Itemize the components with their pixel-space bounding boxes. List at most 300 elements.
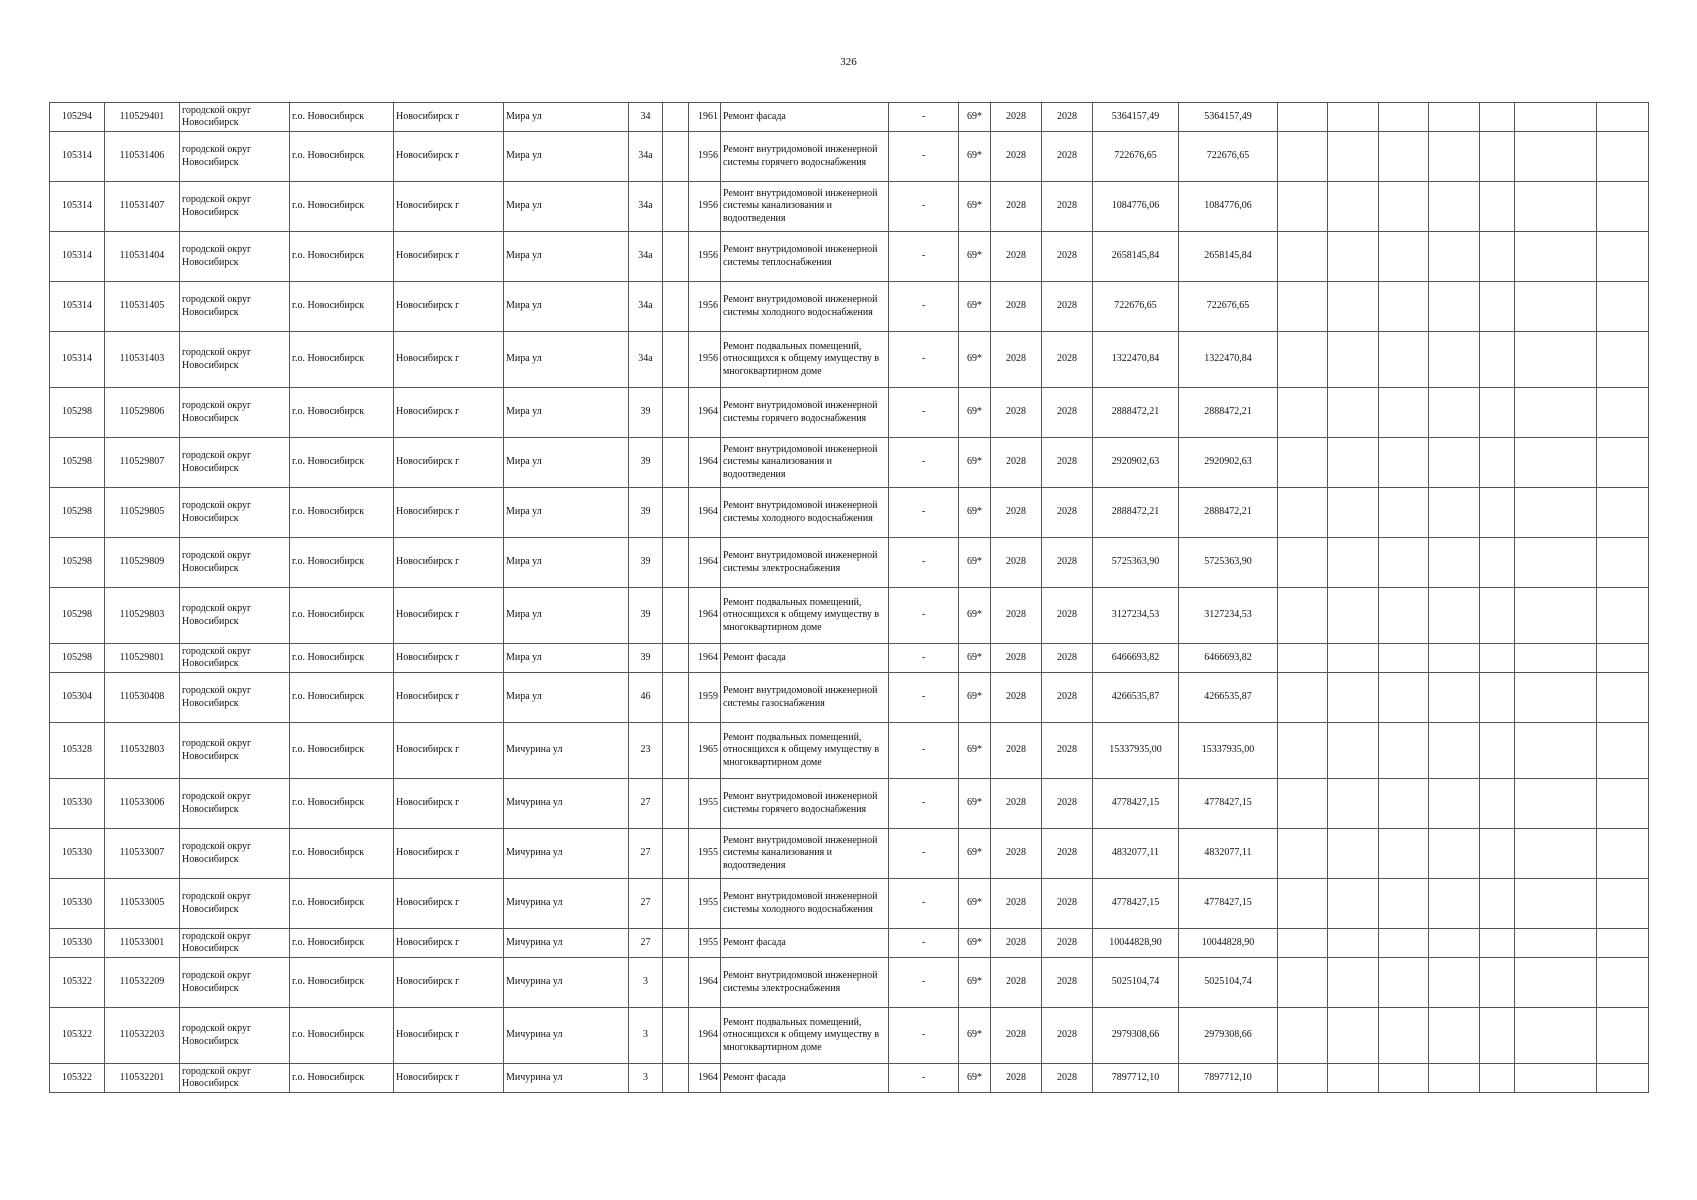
row-norm: 69* bbox=[959, 588, 991, 644]
row-district: городской округ Новосибирск bbox=[180, 673, 290, 723]
row-empty-cell bbox=[1429, 488, 1480, 538]
row-empty-cell bbox=[1480, 232, 1515, 282]
row-empty-cell bbox=[1480, 644, 1515, 673]
row-empty-cell bbox=[1278, 282, 1328, 332]
row-norm: 69* bbox=[959, 1008, 991, 1064]
row-cost: 4778427,15 bbox=[1093, 779, 1179, 829]
row-empty-cell bbox=[1379, 929, 1429, 958]
row-empty-cell bbox=[1328, 929, 1379, 958]
row-empty-cell bbox=[1379, 1064, 1429, 1093]
row-blank bbox=[663, 232, 689, 282]
row-empty-cell bbox=[1480, 488, 1515, 538]
table-row bbox=[50, 588, 1649, 644]
row-empty-cell bbox=[1328, 232, 1379, 282]
row-locality: Новосибирск г bbox=[394, 282, 504, 332]
row-empty-cell bbox=[1429, 1008, 1480, 1064]
row-cost-total: 4778427,15 bbox=[1179, 779, 1278, 829]
table-row bbox=[50, 103, 1649, 132]
table-row bbox=[50, 438, 1649, 488]
row-id: 105322 bbox=[50, 1064, 105, 1093]
row-empty-cell bbox=[1328, 182, 1379, 232]
row-municipality: г.о. Новосибирск bbox=[290, 538, 394, 588]
row-municipality: г.о. Новосибирск bbox=[290, 282, 394, 332]
row-norm: 69* bbox=[959, 538, 991, 588]
row-municipality: г.о. Новосибирск bbox=[290, 438, 394, 488]
row-code: 110529801 bbox=[105, 644, 180, 673]
row-cost: 4266535,87 bbox=[1093, 673, 1179, 723]
row-year: 1964 bbox=[689, 1064, 721, 1093]
row-year-start: 2028 bbox=[991, 182, 1042, 232]
row-municipality: г.о. Новосибирск bbox=[290, 958, 394, 1008]
row-empty-cell bbox=[1379, 488, 1429, 538]
row-norm: 69* bbox=[959, 829, 991, 879]
row-year-start: 2028 bbox=[991, 779, 1042, 829]
row-municipality: г.о. Новосибирск bbox=[290, 388, 394, 438]
row-empty-cell bbox=[1597, 103, 1649, 132]
row-blank bbox=[663, 929, 689, 958]
row-dash: - bbox=[889, 673, 959, 723]
row-cost-total: 5364157,49 bbox=[1179, 103, 1278, 132]
row-cost: 15337935,00 bbox=[1093, 723, 1179, 779]
row-empty-cell bbox=[1328, 332, 1379, 388]
row-id: 105298 bbox=[50, 388, 105, 438]
table-row bbox=[50, 879, 1649, 929]
row-empty-cell bbox=[1597, 388, 1649, 438]
row-cost-total: 1084776,06 bbox=[1179, 182, 1278, 232]
row-year-start: 2028 bbox=[991, 1064, 1042, 1093]
row-empty-cell bbox=[1379, 103, 1429, 132]
row-blank bbox=[663, 673, 689, 723]
row-cost-total: 3127234,53 bbox=[1179, 588, 1278, 644]
row-district: городской округ Новосибирск bbox=[180, 779, 290, 829]
row-municipality: г.о. Новосибирск bbox=[290, 723, 394, 779]
table-row bbox=[50, 538, 1649, 588]
row-locality: Новосибирск г bbox=[394, 332, 504, 388]
row-district: городской округ Новосибирск bbox=[180, 1008, 290, 1064]
row-empty-cell bbox=[1480, 332, 1515, 388]
row-house: 46 bbox=[629, 673, 663, 723]
row-blank bbox=[663, 723, 689, 779]
row-district: городской округ Новосибирск bbox=[180, 879, 290, 929]
row-year-end: 2028 bbox=[1042, 929, 1093, 958]
row-empty-cell bbox=[1515, 723, 1597, 779]
row-dash: - bbox=[889, 103, 959, 132]
row-house: 34а bbox=[629, 282, 663, 332]
table-row bbox=[50, 182, 1649, 232]
row-year-start: 2028 bbox=[991, 282, 1042, 332]
row-year-start: 2028 bbox=[991, 829, 1042, 879]
row-id: 105314 bbox=[50, 132, 105, 182]
row-empty-cell bbox=[1278, 232, 1328, 282]
row-cost-total: 5725363,90 bbox=[1179, 538, 1278, 588]
row-empty-cell bbox=[1379, 958, 1429, 1008]
row-year-start: 2028 bbox=[991, 332, 1042, 388]
row-empty-cell bbox=[1379, 132, 1429, 182]
row-norm: 69* bbox=[959, 879, 991, 929]
row-empty-cell bbox=[1278, 673, 1328, 723]
row-empty-cell bbox=[1429, 929, 1480, 958]
row-year-end: 2028 bbox=[1042, 103, 1093, 132]
row-norm: 69* bbox=[959, 488, 991, 538]
row-dash: - bbox=[889, 332, 959, 388]
row-house: 27 bbox=[629, 879, 663, 929]
row-norm: 69* bbox=[959, 388, 991, 438]
table-row bbox=[50, 829, 1649, 879]
row-year: 1965 bbox=[689, 723, 721, 779]
row-cost-total: 2920902,63 bbox=[1179, 438, 1278, 488]
row-norm: 69* bbox=[959, 958, 991, 1008]
row-empty-cell bbox=[1515, 958, 1597, 1008]
row-locality: Новосибирск г bbox=[394, 103, 504, 132]
row-empty-cell bbox=[1597, 232, 1649, 282]
row-municipality: г.о. Новосибирск bbox=[290, 588, 394, 644]
row-id: 105330 bbox=[50, 879, 105, 929]
row-cost: 5364157,49 bbox=[1093, 103, 1179, 132]
row-district: городской округ Новосибирск bbox=[180, 388, 290, 438]
row-street: Мичурина ул bbox=[504, 929, 629, 958]
row-empty-cell bbox=[1429, 132, 1480, 182]
row-id: 105314 bbox=[50, 332, 105, 388]
row-norm: 69* bbox=[959, 673, 991, 723]
row-empty-cell bbox=[1597, 929, 1649, 958]
row-year-end: 2028 bbox=[1042, 438, 1093, 488]
row-locality: Новосибирск г bbox=[394, 182, 504, 232]
row-blank bbox=[663, 388, 689, 438]
row-empty-cell bbox=[1480, 538, 1515, 588]
row-year-start: 2028 bbox=[991, 588, 1042, 644]
row-empty-cell bbox=[1278, 332, 1328, 388]
row-empty-cell bbox=[1278, 1064, 1328, 1093]
row-cost-total: 722676,65 bbox=[1179, 282, 1278, 332]
row-district: городской округ Новосибирск bbox=[180, 332, 290, 388]
row-empty-cell bbox=[1278, 723, 1328, 779]
row-house: 27 bbox=[629, 829, 663, 879]
row-street: Мичурина ул bbox=[504, 829, 629, 879]
row-cost: 3127234,53 bbox=[1093, 588, 1179, 644]
row-empty-cell bbox=[1328, 673, 1379, 723]
row-empty-cell bbox=[1597, 879, 1649, 929]
row-street: Мира ул bbox=[504, 588, 629, 644]
row-house: 39 bbox=[629, 438, 663, 488]
row-empty-cell bbox=[1328, 779, 1379, 829]
row-id: 105314 bbox=[50, 282, 105, 332]
row-empty-cell bbox=[1480, 723, 1515, 779]
row-street: Мира ул bbox=[504, 438, 629, 488]
row-house: 39 bbox=[629, 644, 663, 673]
row-empty-cell bbox=[1515, 1064, 1597, 1093]
row-dash: - bbox=[889, 388, 959, 438]
row-empty-cell bbox=[1480, 779, 1515, 829]
row-street: Мичурина ул bbox=[504, 779, 629, 829]
row-year: 1961 bbox=[689, 103, 721, 132]
row-work-type: Ремонт внутридомовой инженерной системы холодного водоснабжения bbox=[721, 879, 889, 929]
row-empty-cell bbox=[1278, 644, 1328, 673]
row-work-type: Ремонт фасада bbox=[721, 103, 889, 132]
table-body bbox=[50, 103, 1649, 1093]
row-municipality: г.о. Новосибирск bbox=[290, 929, 394, 958]
row-locality: Новосибирск г bbox=[394, 232, 504, 282]
row-empty-cell bbox=[1429, 879, 1480, 929]
row-code: 110533007 bbox=[105, 829, 180, 879]
row-empty-cell bbox=[1379, 723, 1429, 779]
row-locality: Новосибирск г bbox=[394, 958, 504, 1008]
row-street: Мира ул bbox=[504, 538, 629, 588]
row-empty-cell bbox=[1480, 958, 1515, 1008]
row-cost-total: 10044828,90 bbox=[1179, 929, 1278, 958]
row-blank bbox=[663, 488, 689, 538]
row-empty-cell bbox=[1597, 1064, 1649, 1093]
row-empty-cell bbox=[1597, 779, 1649, 829]
row-empty-cell bbox=[1278, 182, 1328, 232]
row-year: 1964 bbox=[689, 438, 721, 488]
row-norm: 69* bbox=[959, 132, 991, 182]
row-dash: - bbox=[889, 1008, 959, 1064]
row-empty-cell bbox=[1480, 103, 1515, 132]
row-cost: 2658145,84 bbox=[1093, 232, 1179, 282]
row-empty-cell bbox=[1429, 182, 1480, 232]
row-locality: Новосибирск г bbox=[394, 1008, 504, 1064]
row-id: 105298 bbox=[50, 438, 105, 488]
row-locality: Новосибирск г bbox=[394, 438, 504, 488]
row-empty-cell bbox=[1480, 182, 1515, 232]
row-house: 39 bbox=[629, 588, 663, 644]
row-blank bbox=[663, 132, 689, 182]
row-empty-cell bbox=[1328, 588, 1379, 644]
row-district: городской округ Новосибирск bbox=[180, 103, 290, 132]
row-cost: 2888472,21 bbox=[1093, 488, 1179, 538]
row-empty-cell bbox=[1328, 723, 1379, 779]
row-blank bbox=[663, 779, 689, 829]
row-empty-cell bbox=[1379, 232, 1429, 282]
row-code: 110529803 bbox=[105, 588, 180, 644]
row-empty-cell bbox=[1429, 103, 1480, 132]
row-empty-cell bbox=[1429, 958, 1480, 1008]
row-id: 105298 bbox=[50, 644, 105, 673]
row-year-end: 2028 bbox=[1042, 232, 1093, 282]
row-year: 1959 bbox=[689, 673, 721, 723]
row-street: Мира ул bbox=[504, 388, 629, 438]
row-empty-cell bbox=[1597, 438, 1649, 488]
row-district: городской округ Новосибирск bbox=[180, 538, 290, 588]
row-municipality: г.о. Новосибирск bbox=[290, 232, 394, 282]
row-year-start: 2028 bbox=[991, 929, 1042, 958]
row-cost-total: 722676,65 bbox=[1179, 132, 1278, 182]
row-street: Мира ул bbox=[504, 332, 629, 388]
row-blank bbox=[663, 1008, 689, 1064]
row-house: 34а bbox=[629, 232, 663, 282]
row-empty-cell bbox=[1429, 779, 1480, 829]
row-district: городской округ Новосибирск bbox=[180, 1064, 290, 1093]
table-row bbox=[50, 388, 1649, 438]
row-dash: - bbox=[889, 232, 959, 282]
row-dash: - bbox=[889, 779, 959, 829]
row-work-type: Ремонт подвальных помещений, относящихся к общему имуществу в многоквартирном доме bbox=[721, 723, 889, 779]
row-empty-cell bbox=[1328, 488, 1379, 538]
row-locality: Новосибирск г bbox=[394, 388, 504, 438]
row-district: городской округ Новосибирск bbox=[180, 958, 290, 1008]
row-municipality: г.о. Новосибирск bbox=[290, 673, 394, 723]
row-year-end: 2028 bbox=[1042, 282, 1093, 332]
row-municipality: г.о. Новосибирск bbox=[290, 879, 394, 929]
table-row bbox=[50, 644, 1649, 673]
row-street: Мичурина ул bbox=[504, 1064, 629, 1093]
row-empty-cell bbox=[1429, 673, 1480, 723]
row-year-end: 2028 bbox=[1042, 488, 1093, 538]
row-empty-cell bbox=[1480, 1008, 1515, 1064]
row-empty-cell bbox=[1480, 282, 1515, 332]
row-district: городской округ Новосибирск bbox=[180, 182, 290, 232]
row-house: 39 bbox=[629, 388, 663, 438]
row-empty-cell bbox=[1597, 673, 1649, 723]
row-street: Мира ул bbox=[504, 282, 629, 332]
row-empty-cell bbox=[1480, 829, 1515, 879]
row-blank bbox=[663, 182, 689, 232]
row-house: 3 bbox=[629, 958, 663, 1008]
row-district: городской округ Новосибирск bbox=[180, 588, 290, 644]
row-year-start: 2028 bbox=[991, 232, 1042, 282]
row-year-end: 2028 bbox=[1042, 879, 1093, 929]
row-empty-cell bbox=[1515, 103, 1597, 132]
row-empty-cell bbox=[1278, 1008, 1328, 1064]
row-empty-cell bbox=[1379, 779, 1429, 829]
row-code: 110532203 bbox=[105, 1008, 180, 1064]
row-dash: - bbox=[889, 282, 959, 332]
table-row bbox=[50, 232, 1649, 282]
row-empty-cell bbox=[1597, 538, 1649, 588]
row-empty-cell bbox=[1278, 438, 1328, 488]
row-cost-total: 7897712,10 bbox=[1179, 1064, 1278, 1093]
row-empty-cell bbox=[1278, 538, 1328, 588]
row-year-start: 2028 bbox=[991, 103, 1042, 132]
row-dash: - bbox=[889, 1064, 959, 1093]
row-empty-cell bbox=[1278, 879, 1328, 929]
row-district: городской округ Новосибирск bbox=[180, 232, 290, 282]
row-cost: 2888472,21 bbox=[1093, 388, 1179, 438]
row-dash: - bbox=[889, 723, 959, 779]
row-empty-cell bbox=[1379, 438, 1429, 488]
row-year-end: 2028 bbox=[1042, 332, 1093, 388]
row-street: Мира ул bbox=[504, 644, 629, 673]
row-district: городской округ Новосибирск bbox=[180, 282, 290, 332]
row-empty-cell bbox=[1379, 829, 1429, 879]
row-locality: Новосибирск г bbox=[394, 644, 504, 673]
row-dash: - bbox=[889, 438, 959, 488]
row-municipality: г.о. Новосибирск bbox=[290, 132, 394, 182]
row-district: городской округ Новосибирск bbox=[180, 644, 290, 673]
row-municipality: г.о. Новосибирск bbox=[290, 829, 394, 879]
row-cost-total: 1322470,84 bbox=[1179, 332, 1278, 388]
row-empty-cell bbox=[1429, 1064, 1480, 1093]
row-year-start: 2028 bbox=[991, 723, 1042, 779]
row-empty-cell bbox=[1480, 388, 1515, 438]
row-empty-cell bbox=[1328, 958, 1379, 1008]
row-district: городской округ Новосибирск bbox=[180, 488, 290, 538]
row-year: 1956 bbox=[689, 282, 721, 332]
row-id: 105294 bbox=[50, 103, 105, 132]
row-empty-cell bbox=[1515, 132, 1597, 182]
row-work-type: Ремонт подвальных помещений, относящихся к общему имуществу в многоквартирном доме bbox=[721, 332, 889, 388]
row-norm: 69* bbox=[959, 182, 991, 232]
row-year: 1955 bbox=[689, 829, 721, 879]
row-empty-cell bbox=[1480, 438, 1515, 488]
row-locality: Новосибирск г bbox=[394, 829, 504, 879]
row-empty-cell bbox=[1597, 829, 1649, 879]
row-cost-total: 4266535,87 bbox=[1179, 673, 1278, 723]
row-norm: 69* bbox=[959, 282, 991, 332]
row-blank bbox=[663, 879, 689, 929]
row-cost: 4832077,11 bbox=[1093, 829, 1179, 879]
row-locality: Новосибирск г bbox=[394, 1064, 504, 1093]
row-locality: Новосибирск г bbox=[394, 779, 504, 829]
row-code: 110529806 bbox=[105, 388, 180, 438]
row-empty-cell bbox=[1379, 538, 1429, 588]
row-year-end: 2028 bbox=[1042, 644, 1093, 673]
row-year: 1956 bbox=[689, 232, 721, 282]
row-norm: 69* bbox=[959, 332, 991, 388]
row-id: 105298 bbox=[50, 488, 105, 538]
row-code: 110533001 bbox=[105, 929, 180, 958]
row-house: 3 bbox=[629, 1008, 663, 1064]
row-empty-cell bbox=[1515, 438, 1597, 488]
row-house: 23 bbox=[629, 723, 663, 779]
row-blank bbox=[663, 103, 689, 132]
row-year-start: 2028 bbox=[991, 673, 1042, 723]
row-norm: 69* bbox=[959, 644, 991, 673]
row-empty-cell bbox=[1597, 723, 1649, 779]
row-empty-cell bbox=[1515, 929, 1597, 958]
row-house: 34а bbox=[629, 182, 663, 232]
row-cost: 5025104,74 bbox=[1093, 958, 1179, 1008]
row-empty-cell bbox=[1328, 438, 1379, 488]
table-row bbox=[50, 673, 1649, 723]
row-year-end: 2028 bbox=[1042, 388, 1093, 438]
row-code: 110530408 bbox=[105, 673, 180, 723]
row-cost: 2920902,63 bbox=[1093, 438, 1179, 488]
row-code: 110531406 bbox=[105, 132, 180, 182]
row-empty-cell bbox=[1379, 879, 1429, 929]
row-id: 105298 bbox=[50, 588, 105, 644]
row-street: Мира ул bbox=[504, 673, 629, 723]
row-id: 105330 bbox=[50, 929, 105, 958]
row-cost-total: 5025104,74 bbox=[1179, 958, 1278, 1008]
row-empty-cell bbox=[1328, 282, 1379, 332]
row-empty-cell bbox=[1379, 388, 1429, 438]
table-row bbox=[50, 282, 1649, 332]
row-house: 39 bbox=[629, 488, 663, 538]
row-house: 27 bbox=[629, 929, 663, 958]
row-work-type: Ремонт внутридомовой инженерной системы горячего водоснабжения bbox=[721, 779, 889, 829]
row-work-type: Ремонт фасада bbox=[721, 1064, 889, 1093]
row-year-end: 2028 bbox=[1042, 1064, 1093, 1093]
row-blank bbox=[663, 282, 689, 332]
row-street: Мичурина ул bbox=[504, 879, 629, 929]
row-empty-cell bbox=[1597, 488, 1649, 538]
row-cost: 1084776,06 bbox=[1093, 182, 1179, 232]
table-row bbox=[50, 723, 1649, 779]
row-year-end: 2028 bbox=[1042, 829, 1093, 879]
row-empty-cell bbox=[1515, 644, 1597, 673]
row-empty-cell bbox=[1429, 438, 1480, 488]
row-empty-cell bbox=[1480, 132, 1515, 182]
row-empty-cell bbox=[1515, 779, 1597, 829]
row-house: 39 bbox=[629, 538, 663, 588]
row-code: 110531405 bbox=[105, 282, 180, 332]
row-code: 110532201 bbox=[105, 1064, 180, 1093]
row-year: 1956 bbox=[689, 332, 721, 388]
row-empty-cell bbox=[1429, 538, 1480, 588]
row-empty-cell bbox=[1515, 879, 1597, 929]
row-blank bbox=[663, 958, 689, 1008]
